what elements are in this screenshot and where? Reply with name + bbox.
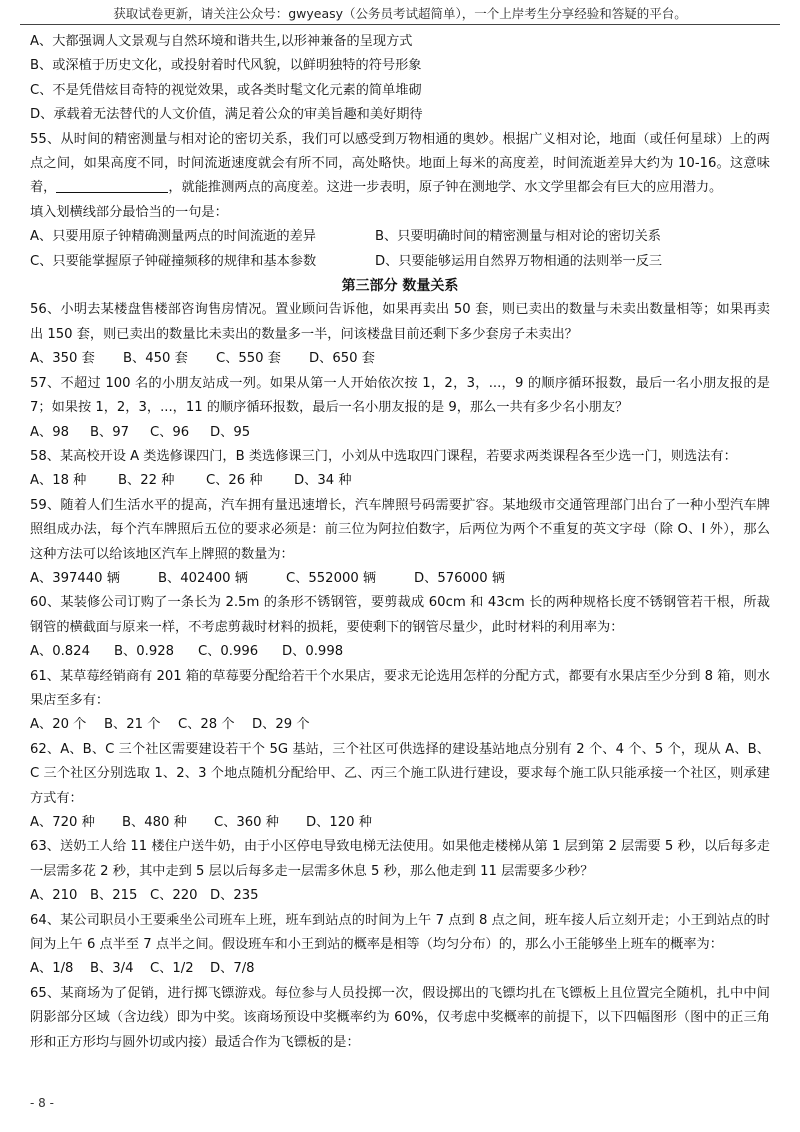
q62-option-c: C、360 种: [214, 815, 279, 830]
page-header: 获取试卷更新，请关注公众号：gwyeasy（公务员考试超简单），一个上岸考生分享经验和答疑的平台。: [113, 6, 687, 21]
q56-option-b: B、450 套: [123, 351, 188, 367]
q57-option-a: A、98: [30, 424, 69, 440]
question-59: 59、随着人们生活水平的提高，汽车拥有量迅速增长，汽车牌照号码需要扩容。某地级市交通管理部门出台了一种小型汽车牌照组成办法，每个汽车牌照后五位的要求必须是：前三位为阿拉伯数字，后两位为两个不重复的英文字母（除 O、I 外），那么这种方法可以给该地区汽车上牌照的数量为：: [30, 497, 770, 562]
q54-option-a: A、大都强调人文景观与自然环境和谐共生,以形神兼备的呈现方式: [30, 34, 413, 49]
q58-option-c: C、26 种: [206, 473, 263, 489]
q57-option-d: D、95: [210, 424, 251, 440]
q60-option-c: C、0.996: [198, 644, 259, 660]
q54-option-b: B、或深植于历史文化，或投射着时代风貌，以鲜明独特的符号形象: [30, 58, 422, 74]
q55-options-row2: [30, 250, 770, 274]
section-title: 第三部分 数量关系: [341, 278, 459, 295]
q61-option-c: C、28 个: [178, 717, 235, 733]
q54-option-c: C、不是凭借炫目奇特的视觉效果，或各类时髦文化元素的简单堆砌: [30, 82, 422, 98]
q64-option-c: C、1/2: [150, 961, 194, 977]
q59-option-d: D、576000 辆: [414, 570, 506, 586]
header-rule: [20, 24, 780, 25]
q61-options: [30, 713, 770, 737]
q56-option-a: A、350 套: [30, 351, 95, 367]
q55-option-b: B、只要明确时间的精密测量与相对论的密切关系: [375, 229, 661, 245]
q55-text-part2: ，就能推测两点的高度差。这进一步表明，原子钟在测地学、水文学里都会有巨大的应用潜力。: [168, 180, 723, 196]
q63-option-a: A、210: [30, 888, 78, 904]
question-65: 65、某商场为了促销，进行掷飞镖游戏。每位参与人员投掷一次，假设掷出的飞镖均扎在飞镖板上且位置完全随机，扎中中间阴影部分区域（含边线）即为中奖。该商场预设中奖概率约为 60%，仅考虑中奖概率的前提下，以下四幅图形（图中的正三角形和正方形均与圆外切或内接）最适合作为飞镖板的是：: [30, 985, 770, 1050]
q63-option-b: B、215: [90, 888, 138, 904]
answer-blank: [56, 178, 168, 193]
content-body: [30, 30, 770, 1055]
q56-options: [30, 347, 770, 371]
q60-option-b: B、0.928: [114, 644, 174, 660]
q60-option-a: A、0.824: [30, 644, 90, 660]
q60-options: [30, 640, 770, 664]
question-56: 56、小明去某楼盘售楼部咨询售房情况。置业顾问告诉他，如果再卖出 50 套，则已卖出的数量与未卖出数量相等；如果再卖出 150 套，则已卖出的数量比未卖出的数量多一半，问该楼盘目前还剩下多少套房子未卖出？: [30, 302, 770, 342]
q56-option-c: C、550 套: [216, 351, 281, 367]
q60-option-d: D、0.998: [282, 644, 344, 660]
q58-option-a: A、18 种: [30, 473, 87, 489]
q63-option-c: C、220: [150, 888, 198, 904]
question-58: 58、某高校开设 A 类选修课四门，B 类选修课三门，小刘从中选取四门课程，若要求两类课程各至少选一门，则选法有：: [30, 448, 737, 464]
q58-option-b: B、22 种: [118, 473, 175, 489]
q62-option-a: A、720 种: [30, 815, 95, 830]
q64-option-b: B、3/4: [90, 961, 134, 977]
q63-option-d: D、235: [210, 888, 259, 904]
q64-option-d: D、7/8: [210, 961, 255, 977]
question-60: 60、某装修公司订购了一条长为 2.5m 的条形不锈钢管，要剪裁成 60cm 和 43cm 长的两种规格长度不锈钢管若干根，所裁钢管的横截面与原来一样，不考虑剪裁时材料的损耗，要使剩下的钢管尽量少，此时材料的利用率为：: [30, 595, 770, 635]
q55-text-part1: 55、从时间的精密测量与相对论的密切关系，我们可以感受到万物相通的奥妙。根据广义相对论，地面（或任何星球）上的两点之间，如果高度不同，时间流逝速度就会有所不同，高处略快。地面上每米的高度差，时间流逝差异大约为 10-16。这意味着，: [30, 131, 770, 196]
q55-option-d: D、只要能够运用自然界万物相通的法则举一反三: [375, 253, 663, 269]
q56-option-d: D、650 套: [309, 351, 375, 367]
q55-option-a: A、只要用原子钟精确测量两点的时间流逝的差异: [30, 229, 316, 245]
q61-option-b: B、21 个: [104, 717, 161, 733]
q62-option-b: B、480 种: [122, 815, 187, 830]
page-number: - 8 -: [30, 1096, 54, 1110]
q59-option-a: A、397440 辆: [30, 570, 120, 586]
q62-options: [30, 811, 770, 835]
q64-option-a: A、1/8: [30, 961, 74, 977]
question-62: 62、A、B、C 三个社区需要建设若干个 5G 基站，三个社区可供选择的建设基站地点分别有 2 个、4 个、5 个，现从 A、B、C 三个社区分别选取 1、2、3 个地点随机分配给甲、乙、丙三个施工队进行建设，要求每个施工队只能承接一个社区，则承建方式有：: [30, 741, 770, 806]
question-57: 57、不超过 100 名的小朋友站成一列。如果从第一人开始依次按 1，2，3，...，9 的顺序循环报数，最后一名小朋友报的是 7；如果按 1，2，3，...，11 的顺序循环报数，最后一名小朋友报的是 9，那么一共有多少名小朋友？: [30, 375, 770, 416]
q55-prompt: 填入划横线部分最恰当的一句是：: [30, 204, 228, 220]
question-64: 64、某公司职员小王要乘坐公司班车上班，班车到站点的时间为上午 7 点到 8 点之间，班车接人后立刻开走；小王到站点的时间为上午 6 点半至 7 点半之间。假设班车和小王到站的概率是相等（均匀分布）的，那么小王能够坐上班车的概率为：: [30, 912, 770, 953]
q55-option-c: C、只要能掌握原子钟碰撞频移的规律和基本参数: [30, 253, 317, 269]
q57-option-b: B、97: [90, 424, 130, 440]
q57-options: [30, 421, 770, 445]
q64-options: [30, 957, 770, 981]
question-61: 61、某草莓经销商有 201 箱的草莓要分配给若干个水果店，要求无论选用怎样的分配方式，都要有水果店至少分到 8 箱，则水果店至多有：: [30, 668, 770, 708]
q59-option-b: B、402400 辆: [158, 570, 248, 586]
q61-option-a: A、20 个: [30, 717, 87, 733]
q61-option-d: D、29 个: [252, 717, 310, 733]
q59-options: [30, 567, 770, 591]
q54-option-d: D、承载着无法替代的人文价值，满足着公众的审美旨趣和美好期待: [30, 107, 423, 123]
q55-options-row1: [30, 225, 770, 249]
q63-options: [30, 884, 770, 908]
q62-option-d: D、120 种: [306, 815, 372, 830]
q58-option-d: D、34 种: [294, 473, 352, 489]
q58-options: [30, 469, 770, 493]
question-63: 63、送奶工人给 11 楼住户送牛奶，由于小区停电导致电梯无法使用。如果他走楼梯从第 1 层到第 2 层需要 5 秒，以后每多走一层需多花 2 秒，其中走到 5 层以后每多走一层需多休息 5 秒，那么他走到 11 层需要多少秒？: [30, 839, 770, 879]
question-55: [30, 128, 770, 201]
q57-option-c: C、96: [150, 424, 190, 440]
q59-option-c: C、552000 辆: [286, 570, 377, 586]
